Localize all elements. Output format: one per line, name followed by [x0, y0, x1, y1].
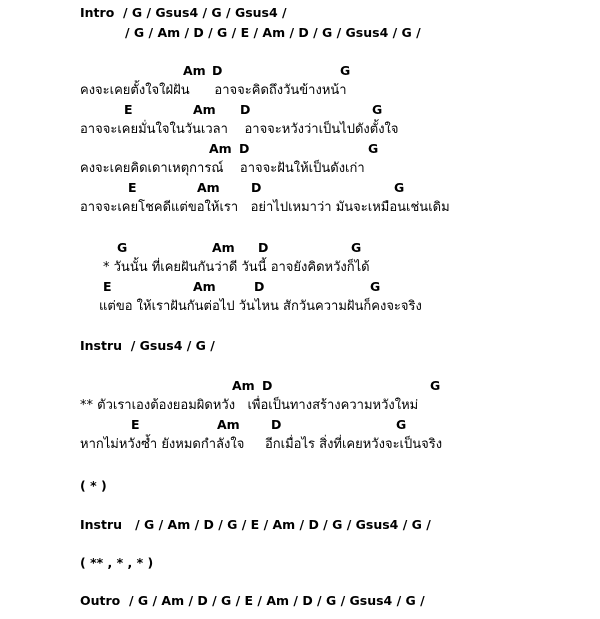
intro-progression: / G / Am / D / G / E / Am / D / G / Gsus4 / G / [125, 25, 421, 40]
repeat-marker: ( * ) [80, 478, 107, 493]
chord: D [258, 240, 269, 255]
chord: G [117, 240, 128, 255]
chord: G [396, 417, 407, 432]
chord: D [239, 141, 250, 156]
chord: D [262, 378, 273, 393]
chord: Am [193, 102, 216, 117]
chord: D [271, 417, 282, 432]
chord: D [212, 63, 223, 78]
chord: Am [183, 63, 206, 78]
outro-line: Outro / G / Am / D / G / E / Am / D / G / Gsus4 / G / [80, 593, 425, 608]
chord: E [128, 180, 137, 195]
chord: Am [232, 378, 255, 393]
chord: Am [212, 240, 235, 255]
instrumental-line: Instru / G / Am / D / G / E / Am / D / G / Gsus4 / G / [80, 517, 431, 532]
lyric-line: คงจะเคยคิดเดาเหตุการณ์ อาจจะฝันให้เป็นดังเก่า [80, 161, 365, 176]
chord: Am [217, 417, 240, 432]
chord: Am [197, 180, 220, 195]
chord: E [124, 102, 133, 117]
chord: Am [193, 279, 216, 294]
lyric-line: อาจจะเคยโชคดีแต่ขอให้เรา อย่าไปเหมาว่า มันจะเหมือนเช่นเดิม [80, 200, 450, 215]
chord: G [340, 63, 351, 78]
chord: G [368, 141, 379, 156]
repeat-marker: ( ** , * , * ) [80, 555, 154, 570]
chord: D [251, 180, 262, 195]
lyric-line: หากไม่หวังซ้ำ ยังหมดกำลังใจ อีกเมื่อไร สิ่งที่เคยหวังจะเป็นจริง [80, 437, 443, 452]
chord: D [240, 102, 251, 117]
chord: G [370, 279, 381, 294]
lyric-line: แต่ขอ ให้เราฝันกันต่อไป วันไหน สักวันความฝันก็คงจะจริง [99, 299, 422, 314]
chord: G [430, 378, 441, 393]
lyric-line: อาจจะเคยมั่นใจในวันเวลา อาจจะหวังว่าเป็นไปดังตั้งใจ [80, 122, 399, 137]
chord: G [372, 102, 383, 117]
chord: G [351, 240, 362, 255]
chord: Am [209, 141, 232, 156]
lyric-line: * วันนั้น ที่เคยฝันกันว่าดี วันนี้ อาจยังคิดหวังก็ได้ [103, 260, 370, 275]
instrumental-line: Instru / Gsus4 / G / [80, 338, 215, 353]
intro-line: Intro / G / Gsus4 / G / Gsus4 / [80, 5, 287, 20]
lyric-line: ** ตัวเราเองต้องยอมผิดหวัง เพื่อเป็นทางสร้างความหวังใหม่ [80, 398, 419, 413]
chord: D [254, 279, 265, 294]
chord: E [103, 279, 112, 294]
lyric-line: คงจะเคยตั้งใจใฝ่ฝัน อาจจะคิดถึงวันข้างหน้า [80, 83, 347, 98]
chord: E [131, 417, 140, 432]
chord: G [394, 180, 405, 195]
